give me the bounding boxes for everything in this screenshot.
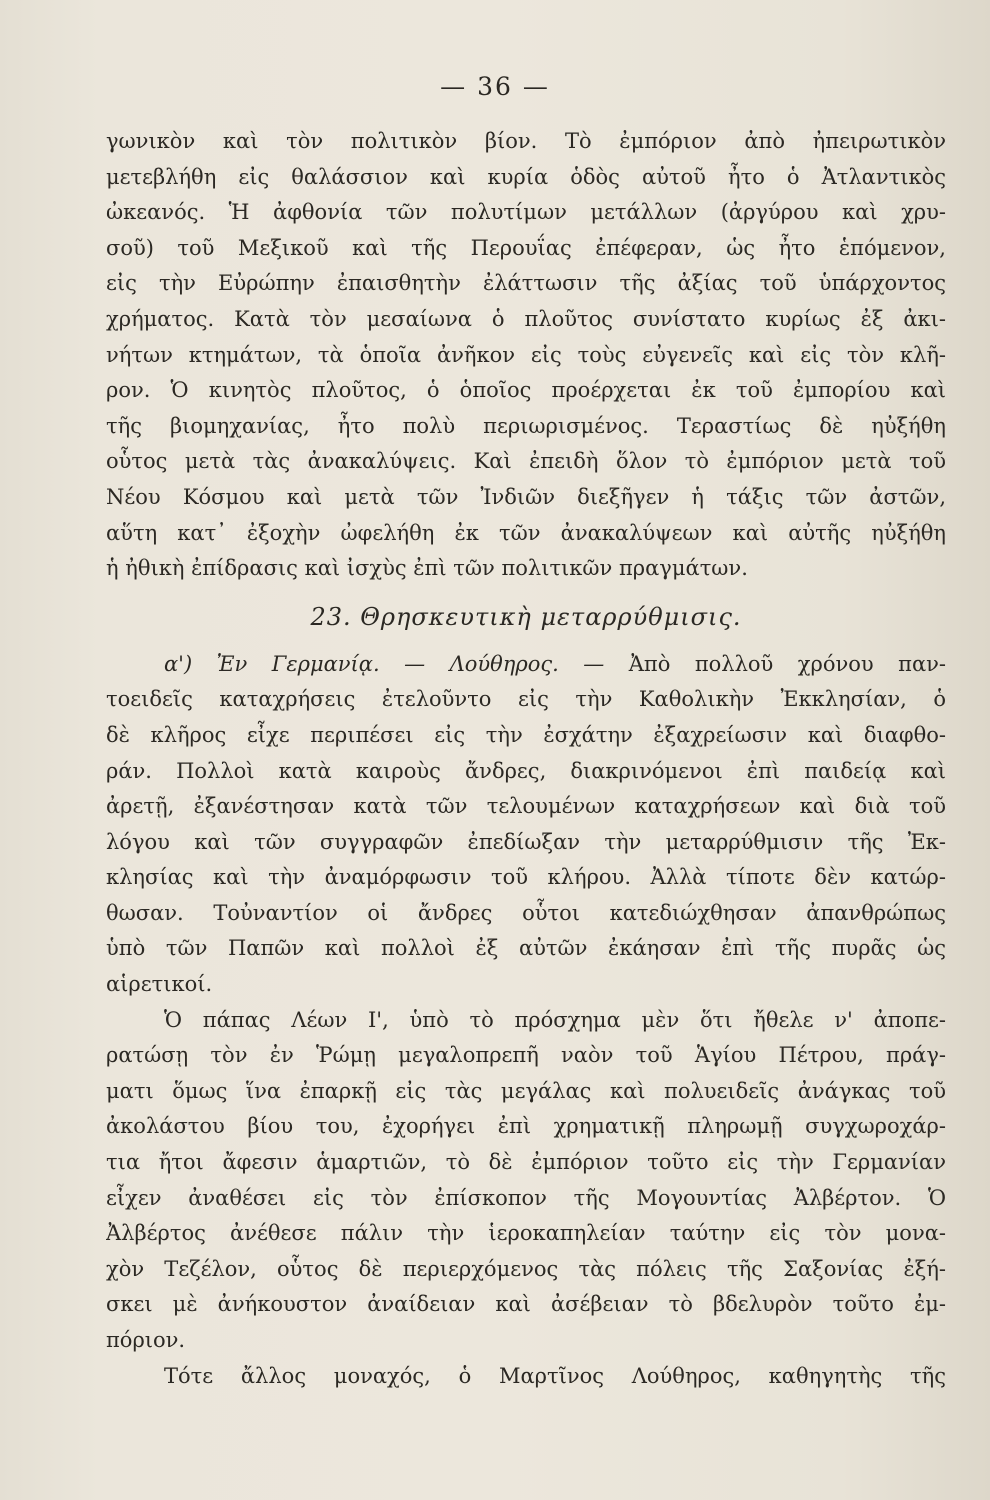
text-line: γωνικὸν καὶ τὸν πολιτικὸν βίον. Τὸ ἐμπόριον ἀπὸ ἠπειρωτικὸν (106, 129, 946, 153)
paragraph-economy (106, 124, 946, 587)
text-line: εἰς τὴν Εὐρώπην ἐπαισθητὴν ἐλάττωσιν τῆς ἀξίας τοῦ ὑπάρχοντος (106, 271, 946, 296)
text-line: ἡ ἠθικὴ ἐπίδρασις καὶ ἰσχὺς ἐπὶ τῶν πολιτικῶν πραγμάτων. (106, 556, 748, 581)
text-line: τοειδεῖς καταχρήσεις ἐτελοῦντο εἰς τὴν Καθολικὴν Ἐκκλησίαν, ὁ (106, 687, 946, 712)
text-line: χρήματος. Κατὰ τὸν μεσαίωνα ὁ πλοῦτος συνίστατο κυρίως ἐξ ἀκι- (106, 306, 946, 331)
text-line: σκει μὲ ἀνήκουστον ἀναίδειαν καὶ ἀσέβειαν τὸ βδελυρὸν τοῦτο ἐμ- (106, 1292, 946, 1317)
paragraph-pope-leo (106, 1003, 946, 1359)
text-line: Τότε ἄλλος μοναχός, ὁ Μαρτῖνος Λούθηρος, καθηγητὴς τῆς (164, 1363, 946, 1388)
text-line: τια ἤτοι ἄφεσιν ἁμαρτιῶν, τὸ δὲ ἐμπόριον τοῦτο εἰς τὴν Γερμανίαν (106, 1150, 946, 1175)
text-line: πόριον. (106, 1328, 186, 1352)
paragraph-reformation (106, 647, 946, 1003)
text-line: ὑπὸ τῶν Παπῶν καὶ πολλοὶ ἐξ αὐτῶν ἐκάησαν ἐπὶ τῆς πυρᾶς ὡς (106, 936, 946, 961)
paragraph-luther (106, 1359, 946, 1395)
text-line: Νέου Κόσμου καὶ μετὰ τῶν Ἰνδιῶν διεξῆγεν ἡ τάξις τῶν ἀστῶν, (106, 484, 946, 509)
text-line: οὗτος μετὰ τὰς ἀνακαλύψεις. Καὶ ἐπειδὴ ὅλον τὸ ἐμπόριον μετὰ τοῦ (106, 449, 946, 474)
text-line: θωσαν. Τοὐναντίον οἱ ἄνδρες οὗτοι κατεδιώχθησαν ἀπανθρώπως (106, 900, 946, 925)
page-text (106, 124, 946, 1394)
text-line: ρατώσῃ τὸν ἐν Ῥώμῃ μεγαλοπρεπῆ ναὸν τοῦ Ἁγίου Πέτρου, πράγ- (106, 1043, 946, 1068)
text-line: λόγου καὶ τῶν συγγραφῶν ἐπεδίωξαν τὴν μεταρρύθμισιν τῆς Ἐκ- (106, 829, 946, 854)
text-line: χὸν Τεζέλον, οὗτος δὲ περιερχόμενος τὰς πόλεις τῆς Σαξονίας ἐξή- (106, 1256, 946, 1281)
sub-heading: α') Ἐν Γερμανίᾳ. — Λούθηρος. — (164, 651, 605, 676)
text-line-first (106, 647, 946, 683)
text-line: Ὁ πάπας Λέων Ι', ὑπὸ τὸ πρόσχημα μὲν ὅτι ἤθελε ν' ἀποπε- (164, 1007, 946, 1032)
text-line: αὕτη κατ᾽ ἐξοχὴν ὠφελήθη ἐκ τῶν ἀνακαλύψεων καὶ αὐτῆς ηὐξήθη (106, 520, 946, 545)
text-line: Ἀλβέρτος ἀνέθεσε πάλιν τὴν ἱεροκαπηλείαν ταύτην εἰς τὸν μονα- (106, 1221, 946, 1246)
text-line: κλησίας καὶ τὴν ἀναμόρφωσιν τοῦ κλήρου. Ἀλλὰ τίποτε δὲν κατώρ- (106, 865, 946, 890)
text-line: ἀρετῇ, ἐξανέστησαν κατὰ τῶν τελουμένων καταχρήσεων καὶ διὰ τοῦ (106, 794, 946, 819)
text-line: αἱρετικοί. (106, 972, 213, 997)
text-line: σοῦ) τοῦ Μεξικοῦ καὶ τῆς Περουΐας ἐπέφεραν, ὡς ἦτο ἑπόμενον, (106, 235, 946, 260)
text-line: ρον. Ὁ κινητὸς πλοῦτος, ὁ ὁποῖος προέρχεται ἐκ τοῦ ἐμπορίου καὶ (106, 378, 946, 403)
text-line: ἀκολάστου βίου του, ἐχορήγει ἐπὶ χρηματικῇ πληρωμῇ συγχωροχάρ- (106, 1114, 946, 1139)
text-line: μετεβλήθη εἰς θαλάσσιον καὶ κυρία ὁδὸς αὐτοῦ ἦτο ὁ Ἀτλαντικὸς (106, 164, 946, 189)
page-number: — 36 — (440, 72, 550, 101)
text-line: τῆς βιομηχανίας, ἦτο πολὺ περιωρισμένος. Τεραστίως δὲ ηὐξήθη (106, 413, 946, 438)
text-line: ὠκεανός. Ἡ ἀφθονία τῶν πολυτίμων μετάλλων (ἀργύρου καὶ χρυ- (106, 200, 946, 225)
paragraph-start: Ἀπὸ πολλοῦ χρόνου παν- (628, 651, 946, 676)
text-line: ράν. Πολλοὶ κατὰ καιροὺς ἄνδρες, διακρινόμενοι ἐπὶ παιδείᾳ καὶ (106, 758, 946, 783)
text-line: εἶχεν ἀναθέσει εἰς τὸν ἐπίσκοπον τῆς Μογουντίας Ἀλβέρτον. Ὁ (106, 1185, 946, 1210)
text-line: δὲ κλῆρος εἶχε περιπέσει εἰς τὴν ἐσχάτην ἐξαχρείωσιν καὶ διαφθο- (106, 722, 946, 747)
text-line: νήτων κτημάτων, τὰ ὁποῖα ἀνῆκον εἰς τοὺς εὐγενεῖς καὶ εἰς τὸν κλῆ- (106, 342, 946, 367)
text-line: ματι ὅμως ἵνα ἐπαρκῇ εἰς τὰς μεγάλας καὶ πολυειδεῖς ἀνάγκας τοῦ (106, 1078, 946, 1103)
section-heading: 23. Θρησκευτικὴ μεταρρύθμισις. (310, 602, 742, 631)
